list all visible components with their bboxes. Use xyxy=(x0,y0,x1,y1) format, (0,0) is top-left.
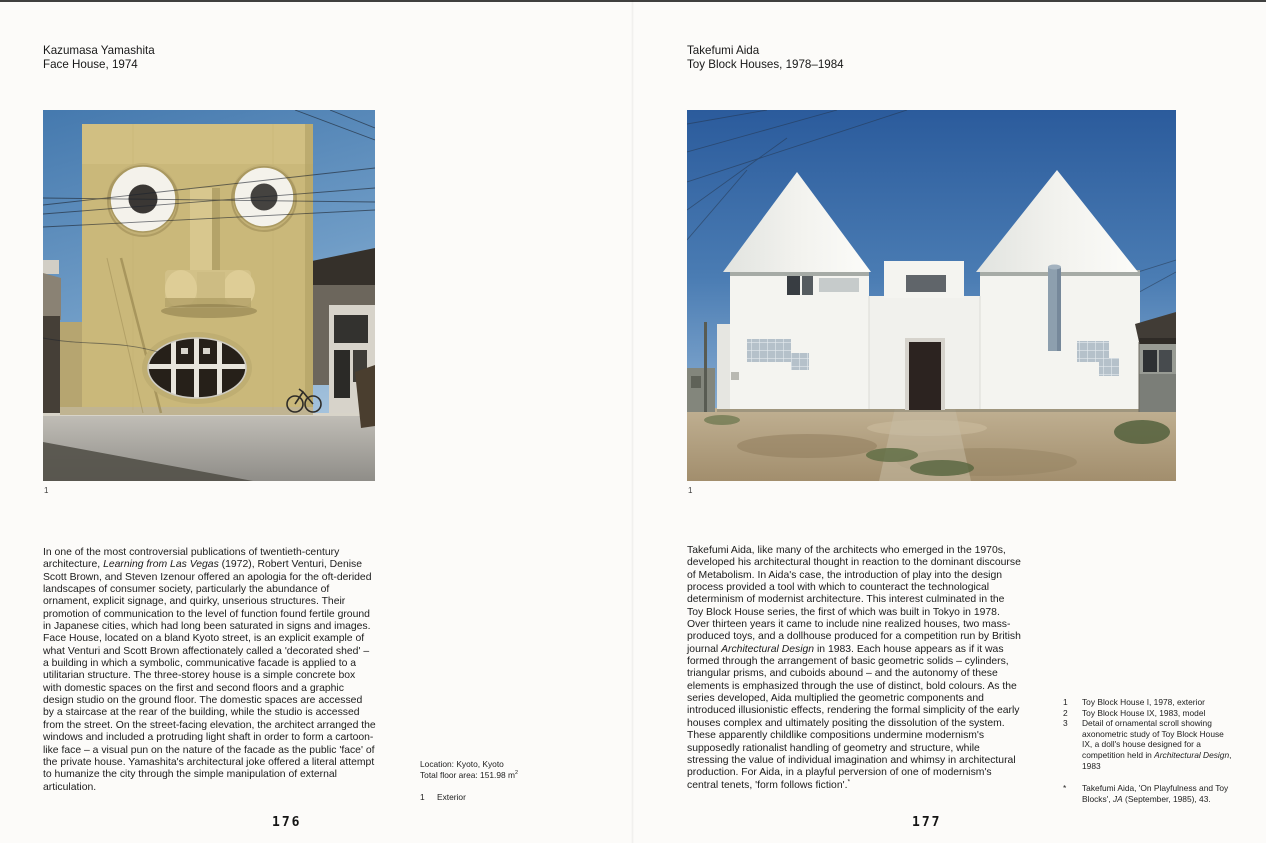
work-title: Toy Block Houses, 1978–1984 xyxy=(687,58,844,72)
figure-number: 1 xyxy=(688,486,693,495)
figure-caption-number: 1 xyxy=(420,792,425,802)
page-number-right: 177 xyxy=(912,815,942,830)
left-page-header xyxy=(43,44,155,73)
footnote xyxy=(1063,783,1233,804)
street xyxy=(43,413,375,481)
note-item xyxy=(1063,718,1233,771)
right-body-text: Takefumi Aida, like many of the architects who emerged in the 1970s, developed his architectural thought in reaction to the dominant discourse of Metabolism. In Aida's case, the introduction of play into the design process provided a tool with which to counteract the technological determinism of modernist architecture. This interest culminated in the Toy Block House series, the first of which was built in Tokyo in 1978. Over thirteen years it came to include nine realized houses, two mass-produced toys, and a dollhouse produced for a competition run by British journal Architectural Design in 1983. Each house appears as if it was formed through the arrangement of basic geometric solids – cylinders, triangular prisms, and cuboids abound – and the autonomy of these elements is emphasized through the use of distinct, bold colours. As the series developed, Aida multiplied the geometric components and introduced illusionistic effects, rendering the formal simplicity of the early houses complex and ultimately positing the dissolution of the system. These apparently childlike compositions undermine modernism's supposedly rationalist handling of geometry and structure, while stressing the value of individual imagination and whimsy in architectural production. For Aida, in a playful perversion of one of modernism's central tenets, 'form follows fiction'.* xyxy=(687,545,1021,791)
note-number: 1 xyxy=(1063,697,1068,707)
right-page-header xyxy=(687,44,844,73)
architect-name: Kazumasa Yamashita xyxy=(43,44,155,57)
toy-block-house-photo xyxy=(687,110,1176,481)
project-data-caption xyxy=(420,759,620,780)
note-number: 3 xyxy=(1063,718,1068,729)
footnote-text: Takefumi Aida, 'On Playfulness and Toy Blocks', JA (September, 1985), 43. xyxy=(1082,783,1229,804)
figure-caption-label: Exterior xyxy=(437,792,466,802)
image-notes xyxy=(1063,697,1233,804)
face-house-illustration xyxy=(43,110,375,481)
figure-number: 1 xyxy=(44,486,49,495)
architect-name: Takefumi Aida xyxy=(687,44,760,57)
note-item xyxy=(1063,697,1233,708)
face-house-photo xyxy=(43,110,375,481)
page-number-left: 176 xyxy=(272,815,302,830)
chimney-pipe xyxy=(1048,265,1061,352)
ground xyxy=(687,408,1176,481)
eye-right xyxy=(231,164,297,231)
figure-caption xyxy=(420,792,620,803)
note-text: Toy Block House I, 1978, exterior xyxy=(1082,697,1205,707)
work-title: Face House, 1974 xyxy=(43,58,138,72)
note-text: Detail of ornamental scroll showing axonometric study of Toy Block House IX, a doll's house designed for a competition held in Architectural Design, 1983 xyxy=(1082,718,1232,771)
page-seam xyxy=(631,0,634,843)
floor-area-line: Total floor area: 151.98 $m^2$ xyxy=(420,769,519,780)
note-text: Toy Block House IX, 1983, model xyxy=(1082,707,1206,718)
neighbour-buildings-left xyxy=(43,260,61,413)
left-body-text: In one of the most controversial publications of twentieth-century architecture, Learning from Las Vegas (1972), Robert Venturi, Denise Scott Brown, and Steven Izenour offered an apologia for the oft-derided landscapes of consumer society, particularly the abundance of ornament, explicit signage, and quirky, unserious structures. Their promotion of communication to the level of function found fertile ground in Japanese cities, which had long been saturated in signs and images. Face House, located on a bland Kyoto street, is an explicit example of what Venturi and Scott Brown affectionately called a 'decorated shed' – a building in which a symbolic, communicative facade is applied to a utilitarian structure. The three-storey house is a simple concrete box with domestic spaces on the first and second floors and a graphic design studio on the ground floor. The domestic spaces are accessed by a staircase at the rear of the building, while the studio is accessed from the street. On the street-facing elevation, the architect arranged the windows and included a protruding light shaft in order to form a cartoon-like face – a visual pun on the nature of the facade as the public 'face' of the private house. Yamashita's architectural joke offered a literal attempt to humanize the city through the simple manipulation of external articulation. xyxy=(43,547,376,793)
toy-block-house-illustration xyxy=(687,110,1176,481)
mouth-window xyxy=(142,332,252,404)
footnote-marker: * xyxy=(1063,783,1067,794)
location-line: Location: Kyoto, Kyoto xyxy=(420,759,504,769)
entrance-door xyxy=(905,338,945,410)
note-item xyxy=(1063,708,1233,719)
neighbour-house-right xyxy=(1135,312,1176,412)
note-number: 2 xyxy=(1063,707,1068,718)
